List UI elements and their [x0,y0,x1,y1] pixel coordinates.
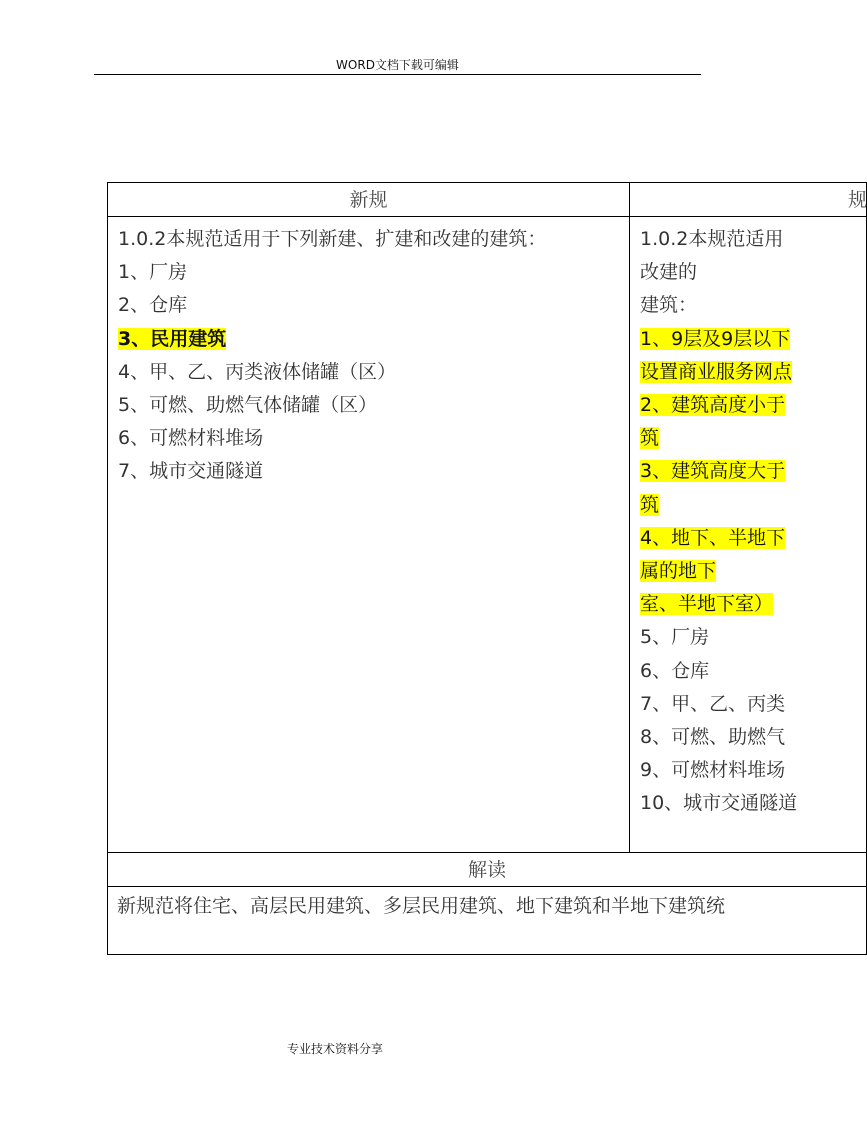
comparison-table [107,182,867,955]
list-item-highlighted [640,323,866,356]
old-spec-header: 规 [848,189,867,211]
page-footer: 专业技术资料分享 [287,1042,384,1056]
list-item-highlighted [640,555,866,588]
highlighted-text: 设置商业服务网点 [640,360,793,383]
interpretation-body-row [108,887,866,954]
list-item: 1.0.2本规范适用 [640,228,784,250]
interpretation-header: 解读 [467,859,506,881]
old-spec-header-cell [630,183,866,216]
list-item: 6、仓库 [640,659,710,682]
list-item-highlighted [118,323,629,356]
table-header-row [108,183,866,217]
list-item: 7、城市交通隧道 [118,460,264,483]
highlighted-text: 筑 [640,493,660,516]
highlighted-text: 1、9层及9层以下 [640,327,791,350]
highlighted-text: 4、地下、半地下 [640,526,786,549]
list-item: 建筑： [640,294,698,317]
list-item: 1、厂房 [118,261,188,284]
list-item: 改建的 [640,261,698,284]
list-item: 5、厂房 [640,626,710,649]
list-item: 4、甲、乙、丙类液体储罐（区） [118,360,397,383]
highlighted-text: 属的地下 [640,560,717,583]
new-spec-list [108,217,629,489]
list-item-highlighted [640,389,866,422]
list-item-highlighted [640,455,866,488]
new-spec-cell [108,217,630,852]
highlighted-text: 3、建筑高度大于 [640,460,786,483]
list-item-highlighted [640,489,866,522]
list-item-highlighted [640,422,866,455]
highlighted-text: 3、民用建筑 [118,327,227,350]
interpretation-header-row [108,853,866,887]
highlighted-text: 筑 [640,427,660,450]
list-item-highlighted [640,588,866,621]
new-spec-header-cell [108,183,630,216]
page-header: WORD文档下载可编辑 [94,56,701,75]
list-item: 9、可燃材料堆场 [640,759,786,782]
list-item-highlighted [640,356,866,389]
old-spec-list [630,217,866,821]
new-spec-header: 新规 [349,189,388,211]
list-item: 2、仓库 [118,294,188,317]
table-body-row [108,217,866,853]
old-spec-cell [630,217,866,852]
list-item: 8、可燃、助燃气 [640,726,786,749]
interpretation-text: 新规范将住宅、高层民用建筑、多层民用建筑、地下建筑和半地下建筑统 [117,895,726,917]
list-item: 5、可燃、助燃气体储罐（区） [118,394,378,417]
list-item: 6、可燃材料堆场 [118,427,264,450]
highlighted-text: 2、建筑高度小于 [640,394,786,417]
list-item: 7、甲、乙、丙类 [640,692,786,715]
list-item: 1.0.2本规范适用于下列新建、扩建和改建的建筑： [118,228,547,250]
list-item: 10、城市交通隧道 [640,792,798,815]
list-item-highlighted [640,522,866,555]
highlighted-text: 室、半地下室） [640,593,774,616]
